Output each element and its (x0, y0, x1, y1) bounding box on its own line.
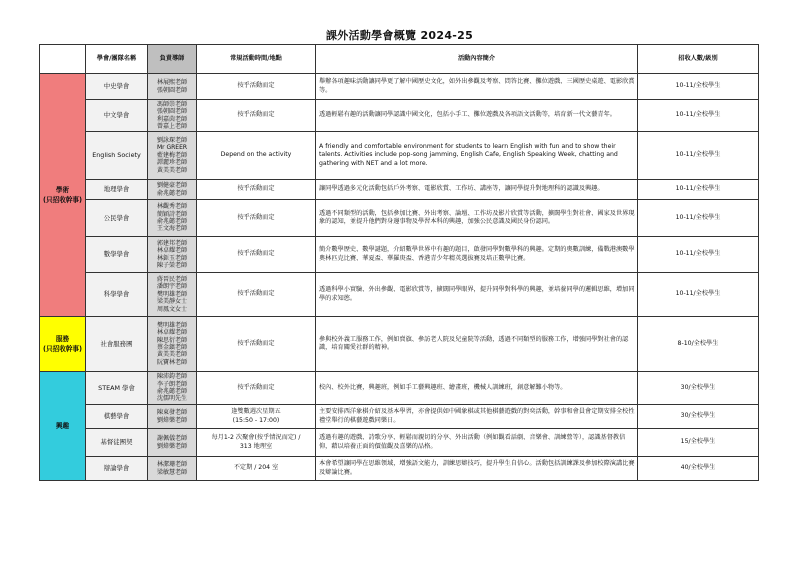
club-name-cell: 中文學會 (86, 100, 148, 132)
description-cell: 簡介數學歷史、數學謎題，介紹數學世界中有趣的題目，啟發同學對數學科的興趣。定期的奧數訓練，備戰港澳數學奧林匹克比賽、華夏盃、華羅庚盃、香港青少年精英選拔賽及培正數學比賽。 (316, 237, 638, 273)
teacher-name: 陳沛鈞老師 (156, 373, 187, 381)
quota-cell: 10-11/全校學生 (638, 180, 759, 200)
teacher-name: 劉煒樂老師 (156, 442, 187, 450)
category-cell (40, 317, 86, 372)
teachers-cell (148, 100, 197, 132)
teacher-name: 馮師崇老師 (156, 100, 187, 108)
teacher-name: 阮寶林老師 (156, 358, 187, 366)
table-row (40, 132, 759, 180)
description-cell: 透過科學小實驗、外出參觀、電影欣賞等，擴闊同學眼界，提升同學對科學的興趣，並培養同學的邏輯思維，增加同學的求知慾。 (316, 273, 638, 317)
quota-cell: 10-11/全校學生 (638, 273, 759, 317)
time-venue-line: 按乎活動而定 (237, 250, 275, 258)
description-cell: 主要安排西洋象棋介紹及基本學習，亦會提供如中國象棋或其他棋藝遊戲的對奕活動，幹事和會員會定期安排全校性禮堂舉行的棋藝遊戲同樂日。 (316, 405, 638, 429)
teacher-name: 曾嘉上老師 (156, 122, 187, 130)
teachers-cell (148, 317, 197, 372)
table-row (40, 457, 759, 481)
teachers-cell (148, 273, 197, 317)
time-venue-line: 按乎活動而定 (237, 383, 275, 391)
category-label: 服務 (55, 335, 70, 343)
time-venue-line: 按乎活動而定 (237, 213, 275, 221)
description-cell: 本會希望讓同學在思維領域，增強語文能力，訓練思辯技巧，提升學生自信心。活動包括訓練課及參加校際演講比賽及辯論比賽。 (316, 457, 638, 481)
time-venue-cell (197, 372, 316, 405)
teacher-name: 梁美靜女士 (156, 298, 187, 306)
time-venue-cell (197, 317, 316, 372)
table-row (40, 180, 759, 200)
time-venue-cell (197, 74, 316, 100)
teachers-cell (148, 237, 197, 273)
teacher-name: 李子朗老師 (156, 380, 187, 388)
time-venue-line: 按乎活動而定 (237, 82, 275, 90)
quota-cell: 30/全校學生 (638, 372, 759, 405)
teacher-name: 林鉅玉老師 (156, 254, 187, 262)
teacher-name: 梁敏慧老師 (156, 468, 187, 476)
time-venue-cell (197, 273, 316, 317)
table-row (40, 372, 759, 405)
description-cell: 透過有趣的遊戲、詩歌分享、輕鬆而親切的分享、外出活動（例如觀看話劇、音樂會、訓練營等），認識基督教信仰，藉以培養正面的價值觀及喜樂的品格。 (316, 429, 638, 457)
time-venue-cell (197, 180, 316, 200)
quota-cell: 40/全校學生 (638, 457, 759, 481)
time-venue-cell (197, 405, 316, 429)
teacher-name: 陳思衍老師 (156, 336, 187, 344)
quota-cell: 10-11/全校學生 (638, 132, 759, 180)
category-label: 學術 (55, 186, 70, 194)
description-cell: 透過輕鬆有趣的活動讓同學認識中國文化，包括小手工、攤位遊戲及各項語文活動等，培育新一代文藝青年。 (316, 100, 638, 132)
teacher-name: 周鳳文女士 (156, 305, 187, 313)
club-name-cell: 公民學會 (86, 200, 148, 237)
teacher-name: 謝佩儀老師 (156, 435, 187, 443)
teacher-name: 林卓耀老師 (156, 329, 187, 337)
teacher-name: 劉煒樂老師 (156, 416, 187, 424)
teacher-name: 林卓耀老師 (156, 247, 187, 255)
description-cell: 讓同學透過多元化活動包括戶外考察、電影欣賞、工作坊、講座等，讓同學提升對地理科的認識及興趣。 (316, 180, 638, 200)
teacher-name: 陳子榮老師 (156, 261, 187, 269)
time-venue-cell (197, 132, 316, 180)
teachers-cell (148, 180, 197, 200)
quota-cell: 10-11/全校學生 (638, 100, 759, 132)
time-venue-cell (197, 237, 316, 273)
description-cell: 透過不同類型的活動，包括參加比賽、外出考察、論壇、工作坊及影片欣賞等活動，擴闊學生對社會、國家及世界現象的認知，並提升他們對身邊事物及學習本科的興趣，加強公民意識及國民身份認同。 (316, 200, 638, 237)
header-description: 活動內容簡介 (316, 45, 638, 74)
header-quota: 招收人數/級別 (638, 45, 759, 74)
teacher-name: 林潔珊老師 (156, 461, 187, 469)
quota-cell: 8-10/全校學生 (638, 317, 759, 372)
club-name-cell: 基督徒團契 (86, 429, 148, 457)
club-name-cell: 社會服務團 (86, 317, 148, 372)
time-venue-line: 按乎活動而定 (237, 290, 275, 298)
time-venue-line: 按乎活動而定 (237, 185, 275, 193)
quota-cell: 10-11/全校學生 (638, 237, 759, 273)
club-name-cell: 科學學會 (86, 273, 148, 317)
time-venue-line: (15:50 - 17:00) (232, 416, 280, 424)
header-row (40, 45, 759, 74)
club-name-cell: 辯論學會 (86, 457, 148, 481)
teacher-name: 張朝圓老師 (156, 108, 187, 116)
teacher-name: 譚麗珍老師 (156, 159, 187, 167)
table-row (40, 237, 759, 273)
teacher-name: 黃美美老師 (156, 351, 187, 359)
time-venue-line: 每月1-2 次聚會(按乎情況而定) / (211, 434, 301, 442)
category-label: 興趣 (55, 422, 70, 430)
club-name-cell: STEAM 學會 (86, 372, 148, 405)
teachers-cell (148, 74, 197, 100)
teacher-name: 王文海老師 (156, 225, 187, 233)
header-category (40, 45, 86, 74)
header-teachers: 負責導師 (148, 45, 197, 74)
teachers-cell (148, 429, 197, 457)
category-sublabel: (只招收幹事) (43, 345, 82, 353)
table-row (40, 100, 759, 132)
description-cell: 校內、校外比賽，興趣班，例如手工藝興趣班、繪畫班，機械人訓練班，創意解難小物等。 (316, 372, 638, 405)
teachers-cell (148, 132, 197, 180)
table-row (40, 273, 759, 317)
time-venue-line: 逢雙數週次星期五 (231, 408, 281, 416)
club-name-cell: 數學學會 (86, 237, 148, 273)
teacher-name: 俞兆懿老師 (156, 189, 187, 197)
quota-cell: 30/全校學生 (638, 405, 759, 429)
teacher-name: 藍建梅老師 (156, 151, 187, 159)
time-venue-cell (197, 200, 316, 237)
time-venue-line: Depend on the activity (220, 151, 292, 159)
table-row (40, 429, 759, 457)
club-name-cell: 地理學會 (86, 180, 148, 200)
header-time-venue: 常規活動時間/地點 (197, 45, 316, 74)
teacher-name: 利嘉茵老師 (156, 115, 187, 123)
teacher-name: Mr GREER (156, 144, 188, 152)
teachers-cell (148, 372, 197, 405)
teacher-name: 樊明雄老師 (156, 290, 187, 298)
quota-cell: 15/全校學生 (638, 429, 759, 457)
quota-cell: 10-11/全校學生 (638, 200, 759, 237)
time-venue-cell (197, 457, 316, 481)
time-venue-cell (197, 100, 316, 132)
description-cell: 參與校外義工服務工作，例如賣旗、參訪老人院及兒童院等活動，透過不同類型的服務工作，增強同學對社會的認識，培育關愛社群的精神。 (316, 317, 638, 372)
header-club-name: 學會/團隊名稱 (86, 45, 148, 74)
teachers-cell (148, 200, 197, 237)
table-row (40, 317, 759, 372)
time-venue-cell (197, 429, 316, 457)
teacher-name: 林展熙老師 (156, 79, 187, 87)
teacher-name: 沈儒明先生 (156, 395, 187, 403)
club-name-cell: English Society (86, 132, 148, 180)
teacher-name: 樊明雄老師 (156, 321, 187, 329)
teacher-name: 陳東發老師 (156, 409, 187, 417)
teacher-name: 潘朗宇老師 (156, 283, 187, 291)
category-sublabel: (只招收幹事) (43, 196, 82, 204)
club-name-cell: 棋藝學會 (86, 405, 148, 429)
teacher-name: 簡穎詩老師 (156, 210, 187, 218)
time-venue-line: 313 地理室 (239, 442, 273, 450)
time-venue-line: 不定期 / 204 室 (233, 464, 279, 472)
teachers-cell (148, 405, 197, 429)
category-cell (40, 372, 86, 481)
table-row (40, 405, 759, 429)
club-name-cell: 中史學會 (86, 74, 148, 100)
activities-table (39, 44, 759, 481)
teacher-name: 林觀秀老師 (156, 203, 187, 211)
description-cell: 舉辦各項趣味活動讓同學更了解中國歷史文化，如外出參觀及考察、問答比賽、攤位遊戲、三國歷史桌遊、電影欣賞等。 (316, 74, 638, 100)
table-row (40, 200, 759, 237)
teacher-name: 俞兆懿老師 (156, 218, 187, 225)
teacher-name: 黃美美老師 (156, 166, 187, 174)
table-row (40, 74, 759, 100)
teacher-name: 郭建邦老師 (156, 239, 187, 247)
teachers-cell (148, 457, 197, 481)
category-cell (40, 74, 86, 317)
quota-cell: 10-11/全校學生 (638, 74, 759, 100)
teacher-name: 蔡金鎮老師 (156, 344, 187, 351)
teacher-name: 蔣晉民老師 (156, 275, 187, 283)
teacher-name: 張朝圓老師 (156, 86, 187, 94)
description-cell: A friendly and comfortable environment for students to learn English with fun and to show their talents. Activities include pop-song jamming, English Cafe, English Speaking Week, chatting and gathering with NET and a lot more. (316, 132, 638, 180)
teacher-name: 劉詠琛老師 (156, 136, 187, 144)
time-venue-line: 按乎活動而定 (237, 111, 275, 119)
teacher-name: 劉健豪老師 (156, 182, 187, 190)
document-title: 課外活動學會概覽 2024-25 (325, 29, 474, 42)
time-venue-line: 按乎活動而定 (237, 339, 275, 347)
table-body (40, 74, 759, 481)
teacher-name: 俞兆懿老師 (156, 388, 187, 395)
